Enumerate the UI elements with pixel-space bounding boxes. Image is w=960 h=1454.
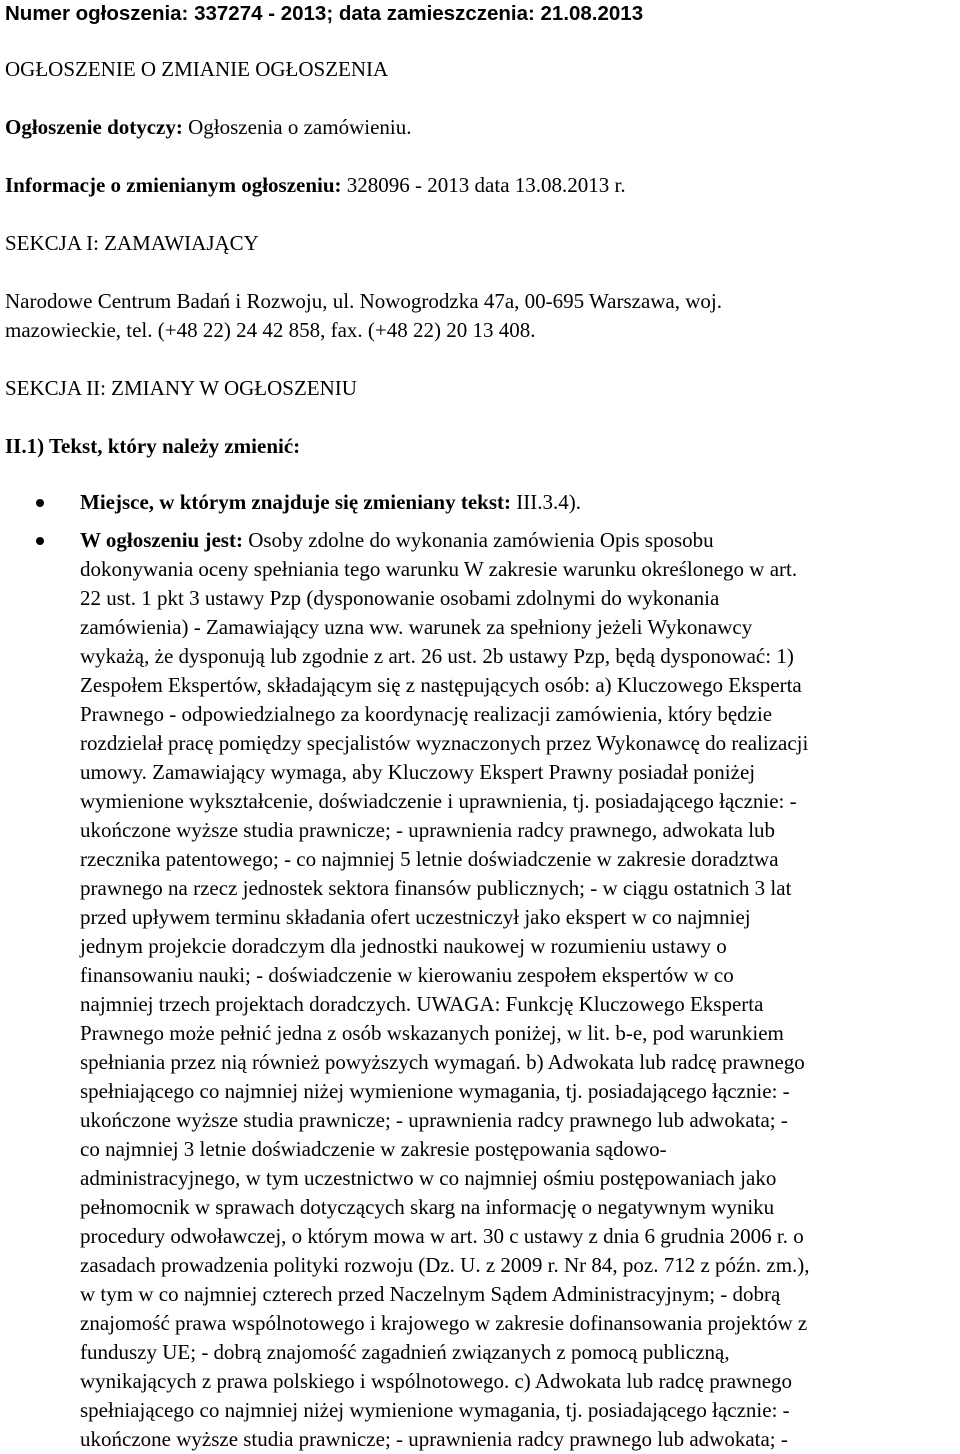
current-text-line: zasadach prowadzenia polityki rozwoju (Dz. U. z 2009 r. Nr 84, poz. 712 z późn. zm.),: [80, 1253, 810, 1277]
current-text-line: zamówienia) - Zamawiający uzna ww. warunek za spełniony jeżeli Wykonawcy: [80, 615, 753, 639]
current-text-line: dokonywania oceny spełniania tego warunku W zakresie warunku określonego w art.: [80, 557, 798, 581]
current-text-line: pełnomocnik w sprawach dotyczących skarg na informację o negatywnym wyniku: [80, 1195, 775, 1219]
notice-title: OGŁOSZENIE O ZMIANIE OGŁOSZENIA: [5, 57, 389, 81]
changed-notice-label: Informacje o zmienianym ogłoszeniu:: [5, 173, 342, 197]
changed-notice-line: [5, 171, 626, 200]
notice-number-value: 337274 - 2013; data zamieszczenia: 21.08.2013: [194, 2, 644, 25]
current-text-line: ukończone wyższe studia prawnicze; - uprawnienia radcy prawnego, adwokata lub: [80, 818, 776, 842]
current-text-line: spełniającego co najmniej niżej wymienione wymagania, tj. posiadającego łącznie: -: [80, 1079, 790, 1103]
current-text-label: W ogłoszeniu jest:: [80, 528, 243, 552]
current-text-line: rzecznika patentowego; - co najmniej 5 letnie doświadczenie w zakresie doradztwa: [80, 847, 779, 871]
current-text-line-0: [80, 526, 960, 555]
current-text-line: 22 ust. 1 pkt 3 ustawy Pzp (dysponowanie osobami zdolnymi do wykonania: [80, 586, 720, 610]
current-text-line: umowy. Zamawiający wymaga, aby Kluczowy Ekspert Prawny posiadał poniżej: [80, 760, 756, 784]
current-text-line: funduszy UE; - dobrą znajomość zagadnień związanych z pomocą publiczną,: [80, 1340, 730, 1364]
list-item-location: [5, 488, 960, 517]
section-1-title: SEKCJA I: ZAMAWIAJĄCY: [5, 231, 259, 255]
current-text-line: co najmniej 3 letnie doświadczenie w zakresie postępowania sądowo-: [80, 1137, 667, 1161]
current-text-line: ukończone wyższe studia prawnicze; - uprawnienia radcy prawnego lub adwokata; -: [80, 1427, 788, 1451]
current-text-line: Prawnego może pełnić jedna z osób wskazanych poniżej, w lit. b-e, pod warunkiem: [80, 1021, 784, 1045]
current-text-fragment: Osoby zdolne do wykonania zamówienia Opis sposobu: [248, 528, 714, 552]
section-2-subtitle: II.1) Tekst, który należy zmienić:: [5, 434, 301, 458]
current-text-line: administracyjnego, w tym uczestnictwo w co najmniej ośmiu postępowaniach jako: [80, 1166, 777, 1190]
concerns-line: [5, 113, 411, 142]
changed-notice-value: 328096 - 2013 data 13.08.2013 r.: [346, 173, 626, 197]
section-2-title: SEKCJA II: ZMIANY W OGŁOSZENIU: [5, 376, 357, 400]
current-text-line: Zespołem Ekspertów, składającym się z następujących osób: a) Kluczowego Eksperta: [80, 673, 802, 697]
concerns-label: Ogłoszenie dotyczy:: [5, 115, 183, 139]
current-text-line: wymienione wykształcenie, doświadczenie i uprawnienia, tj. posiadającego łącznie: -: [80, 789, 797, 813]
current-text-line: rozdzielał pracę pomiędzy specjalistów wyznaczonych przez Wykonawcę do realizacji: [80, 731, 809, 755]
current-text-line: spełniania przez nią również powyższych wymagań. b) Adwokata lub radcę prawnego: [80, 1050, 805, 1074]
current-text-line: spełniającego co najmniej niżej wymienione wymagania, tj. posiadającego łącznie: -: [80, 1398, 790, 1422]
location-label: Miejsce, w którym znajduje się zmieniany tekst:: [80, 490, 511, 514]
bullet-icon: [36, 499, 44, 507]
contracting-authority-line-2: mazowieckie, tel. (+48 22) 24 42 858, fax. (+48 22) 20 13 408.: [5, 318, 536, 342]
current-text-line: wynikających z prawa polskiego i wspólnotowego. c) Adwokata lub radcę prawnego: [80, 1369, 793, 1393]
list-item-current-text: [5, 526, 960, 1454]
changes-list: [5, 488, 960, 1454]
bullet-icon: [36, 537, 44, 545]
current-text-line: najmniej trzech projektach doradczych. UWAGA: Funkcję Kluczowego Eksperta: [80, 992, 764, 1016]
contracting-authority: [5, 287, 722, 345]
current-text-line: przed upływem terminu składania ofert uczestniczył jako ekspert w co najmniej: [80, 905, 751, 929]
notice-header: [5, 0, 643, 28]
current-text-line: finansowaniu nauki; - doświadczenie w kierowaniu zespołem ekspertów w co: [80, 963, 734, 987]
current-text-line: Prawnego - odpowiedzialnego za koordynację realizacji zamówienia, który będzie: [80, 702, 773, 726]
current-text-line: znajomość prawa wspólnotowego i krajowego w zakresie dofinansowania projektów z: [80, 1311, 808, 1335]
current-text-line: jednym projekcie doradczym dla jednostki naukowej w rozumieniu ustawy o: [80, 934, 727, 958]
notice-number-label: Numer ogłoszenia:: [5, 2, 189, 25]
current-text-line: procedury odwoławczej, o którym mowa w art. 30 c ustawy z dnia 6 grudnia 2006 r. o: [80, 1224, 804, 1248]
current-text-line: wykażą, że dysponują lub zgodnie z art. 26 ust. 2b ustawy Pzp, będą dysponować: 1): [80, 644, 794, 668]
current-text-line: prawnego na rzecz jednostek sektora finansów publicznych; - w ciągu ostatnich 3 lat: [80, 876, 792, 900]
current-text-line: w tym w co najmniej czterech przed Naczelnym Sądem Administracyjnym; - dobrą: [80, 1282, 781, 1306]
location-value: III.3.4).: [516, 490, 581, 514]
current-text-line: ukończone wyższe studia prawnicze; - uprawnienia radcy prawnego lub adwokata; -: [80, 1108, 788, 1132]
contracting-authority-line-1: Narodowe Centrum Badań i Rozwoju, ul. Nowogrodzka 47a, 00-695 Warszawa, woj.: [5, 289, 723, 313]
concerns-value: Ogłoszenia o zamówieniu.: [188, 115, 412, 139]
